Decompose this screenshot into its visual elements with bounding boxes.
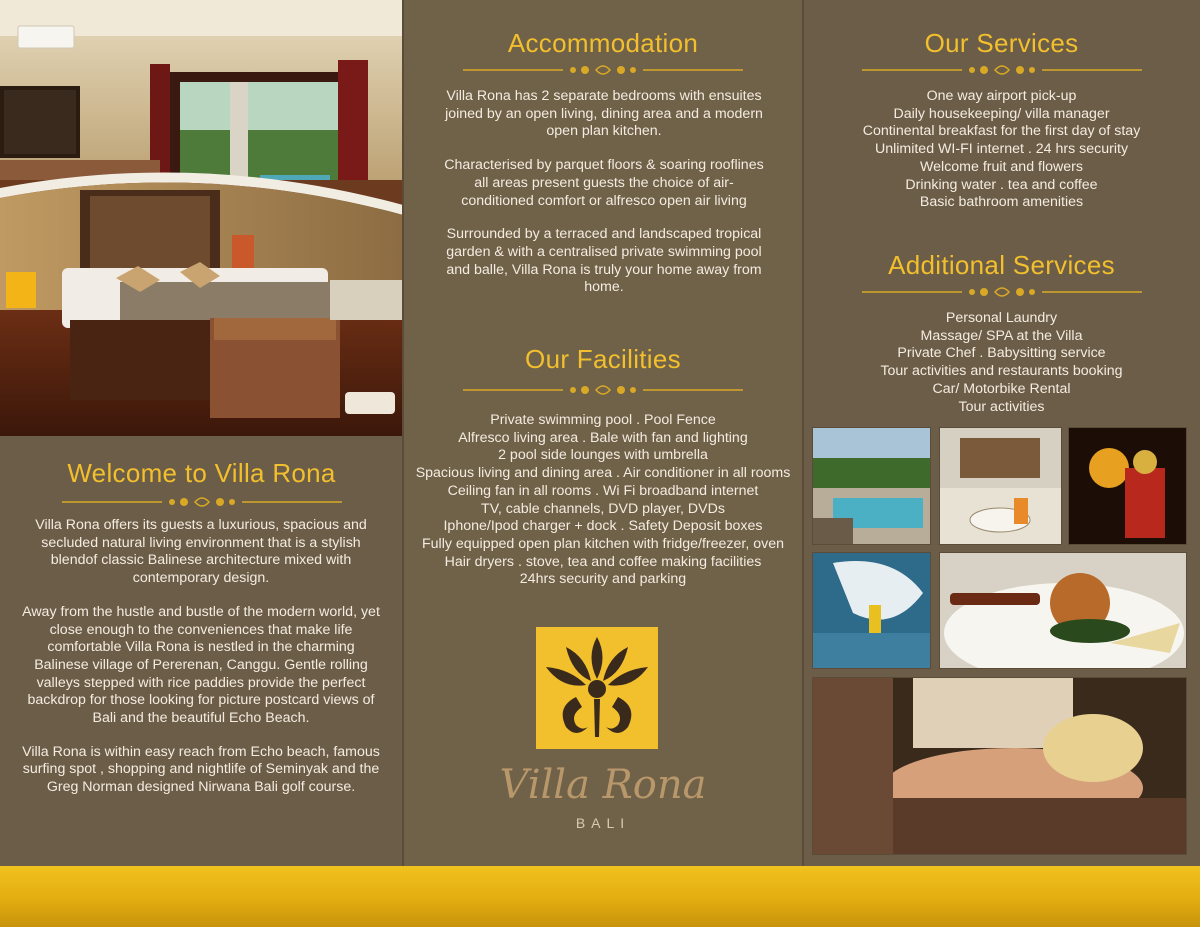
service-item: Welcome fruit and flowers — [920, 158, 1083, 175]
bedroom-photo — [0, 0, 403, 436]
surfer-photo — [812, 552, 931, 669]
accommodation-paragraph-3: Surrounded by a terraced and landscaped tropical garden & with a centralised private swimming pool and balle, Villa Rona is truly your home away from home. — [446, 226, 762, 296]
additional-service-item: Car/ Motorbike Rental — [932, 380, 1071, 397]
services-title: Our Services — [924, 28, 1079, 58]
service-item: Drinking water . tea and coffee — [905, 176, 1098, 193]
service-item: Unlimited WI-FI internet . 24 hrs security — [874, 141, 1129, 158]
ornament-divider — [62, 494, 342, 510]
facility-item: 2 pool side lounges with umbrella — [498, 447, 708, 464]
panel-fold-line — [402, 0, 404, 866]
additional-service-item: Massage/ SPA at the Villa — [920, 327, 1083, 344]
services-list — [803, 88, 1200, 212]
additional-service-item: Private Chef . Babysitting service — [897, 345, 1106, 362]
right-panel — [803, 0, 1200, 927]
breakfast-photo — [939, 427, 1062, 545]
ornament-divider — [862, 284, 1142, 300]
left-panel — [0, 0, 403, 927]
ornament-divider — [463, 62, 743, 78]
ornament-divider — [862, 62, 1142, 78]
facility-item: Fully equipped open plan kitchen with fridge/freezer, oven — [421, 535, 784, 552]
facility-item: Ceiling fan in all rooms . Wi Fi broadband internet — [447, 482, 759, 499]
facilities-title: Our Facilities — [525, 344, 681, 374]
massage-photo — [812, 677, 1187, 855]
ornament-divider — [463, 382, 743, 398]
facility-item: Alfresco living area . Bale with fan and lighting — [458, 429, 748, 446]
dancer-photo — [1068, 427, 1187, 545]
additional-services-list — [803, 310, 1200, 416]
service-item: One way airport pick-up — [926, 88, 1077, 104]
food-photo — [939, 552, 1187, 669]
facility-item: 24hrs security and parking — [519, 571, 687, 588]
middle-panel — [403, 0, 803, 927]
welcome-paragraph-2: Away from the hustle and bustle of the modern world, yet close enough to the conveniences that make life comfortable Villa Rona is nestled in the charming Balinese village of Pererenan, Canggu. Gentle rolling valleys stepped with rice paddies provide the perfect backdrop for those looking for picture postcard views of Bali and the beautiful Echo Beach. — [22, 603, 380, 727]
logo-wordmark: Villa Rona — [499, 762, 707, 808]
additional-services-title: Additional Services — [888, 250, 1115, 280]
facilities-list — [403, 412, 803, 589]
additional-service-item: Tour activities — [958, 398, 1045, 415]
logo-location: BALI — [575, 815, 631, 831]
welcome-text — [22, 517, 380, 813]
accommodation-paragraph-1: Villa Rona has 2 separate bedrooms with ensuites joined by an open living, dining area and a modern open plan kitchen. — [445, 88, 763, 140]
accommodation-title: Accommodation — [507, 28, 699, 58]
facility-item: Spacious living and dining area . Air conditioner in all rooms — [415, 465, 791, 482]
panel-fold-line — [802, 0, 804, 866]
accommodation-text — [439, 88, 769, 313]
gold-footer-band — [403, 866, 803, 927]
gold-footer-band — [803, 866, 1200, 927]
additional-service-item: Tour activities and restaurants booking — [880, 363, 1123, 380]
welcome-title: Welcome to Villa Rona — [67, 458, 336, 488]
villa-rona-logo-mark — [536, 627, 658, 749]
service-item: Basic bathroom amenities — [919, 194, 1084, 211]
facility-item: Iphone/Ipod charger + dock . Safety Deposit boxes — [443, 518, 763, 535]
welcome-paragraph-1: Villa Rona offers its guests a luxurious, spacious and secluded natural living environment that is a stylish blendof classic Balinese architecture mixed with contemporary design. — [35, 517, 367, 587]
pool-photo — [812, 427, 931, 545]
additional-service-item: Personal Laundry — [945, 310, 1058, 326]
service-item: Daily housekeeping/ villa manager — [893, 105, 1110, 122]
accommodation-paragraph-2: Characterised by parquet floors & soaring rooflines all areas present guests the choice of air-conditioned comfort or alfresco open air living — [444, 157, 764, 209]
gold-footer-band — [0, 866, 403, 927]
welcome-paragraph-3: Villa Rona is within easy reach from Echo beach, famous surfing spot , shopping and nightlife of Seminyak and the Greg Norman designed Nirwana Bali golf course. — [22, 743, 380, 796]
facility-item: Hair dryers . stove, tea and coffee making facilities — [444, 553, 762, 570]
facility-item: TV, cable channels, DVD player, DVDs — [481, 500, 725, 517]
service-item: Continental breakfast for the first day of stay — [862, 123, 1141, 140]
facility-item: Private swimming pool . Pool Fence — [490, 412, 716, 428]
